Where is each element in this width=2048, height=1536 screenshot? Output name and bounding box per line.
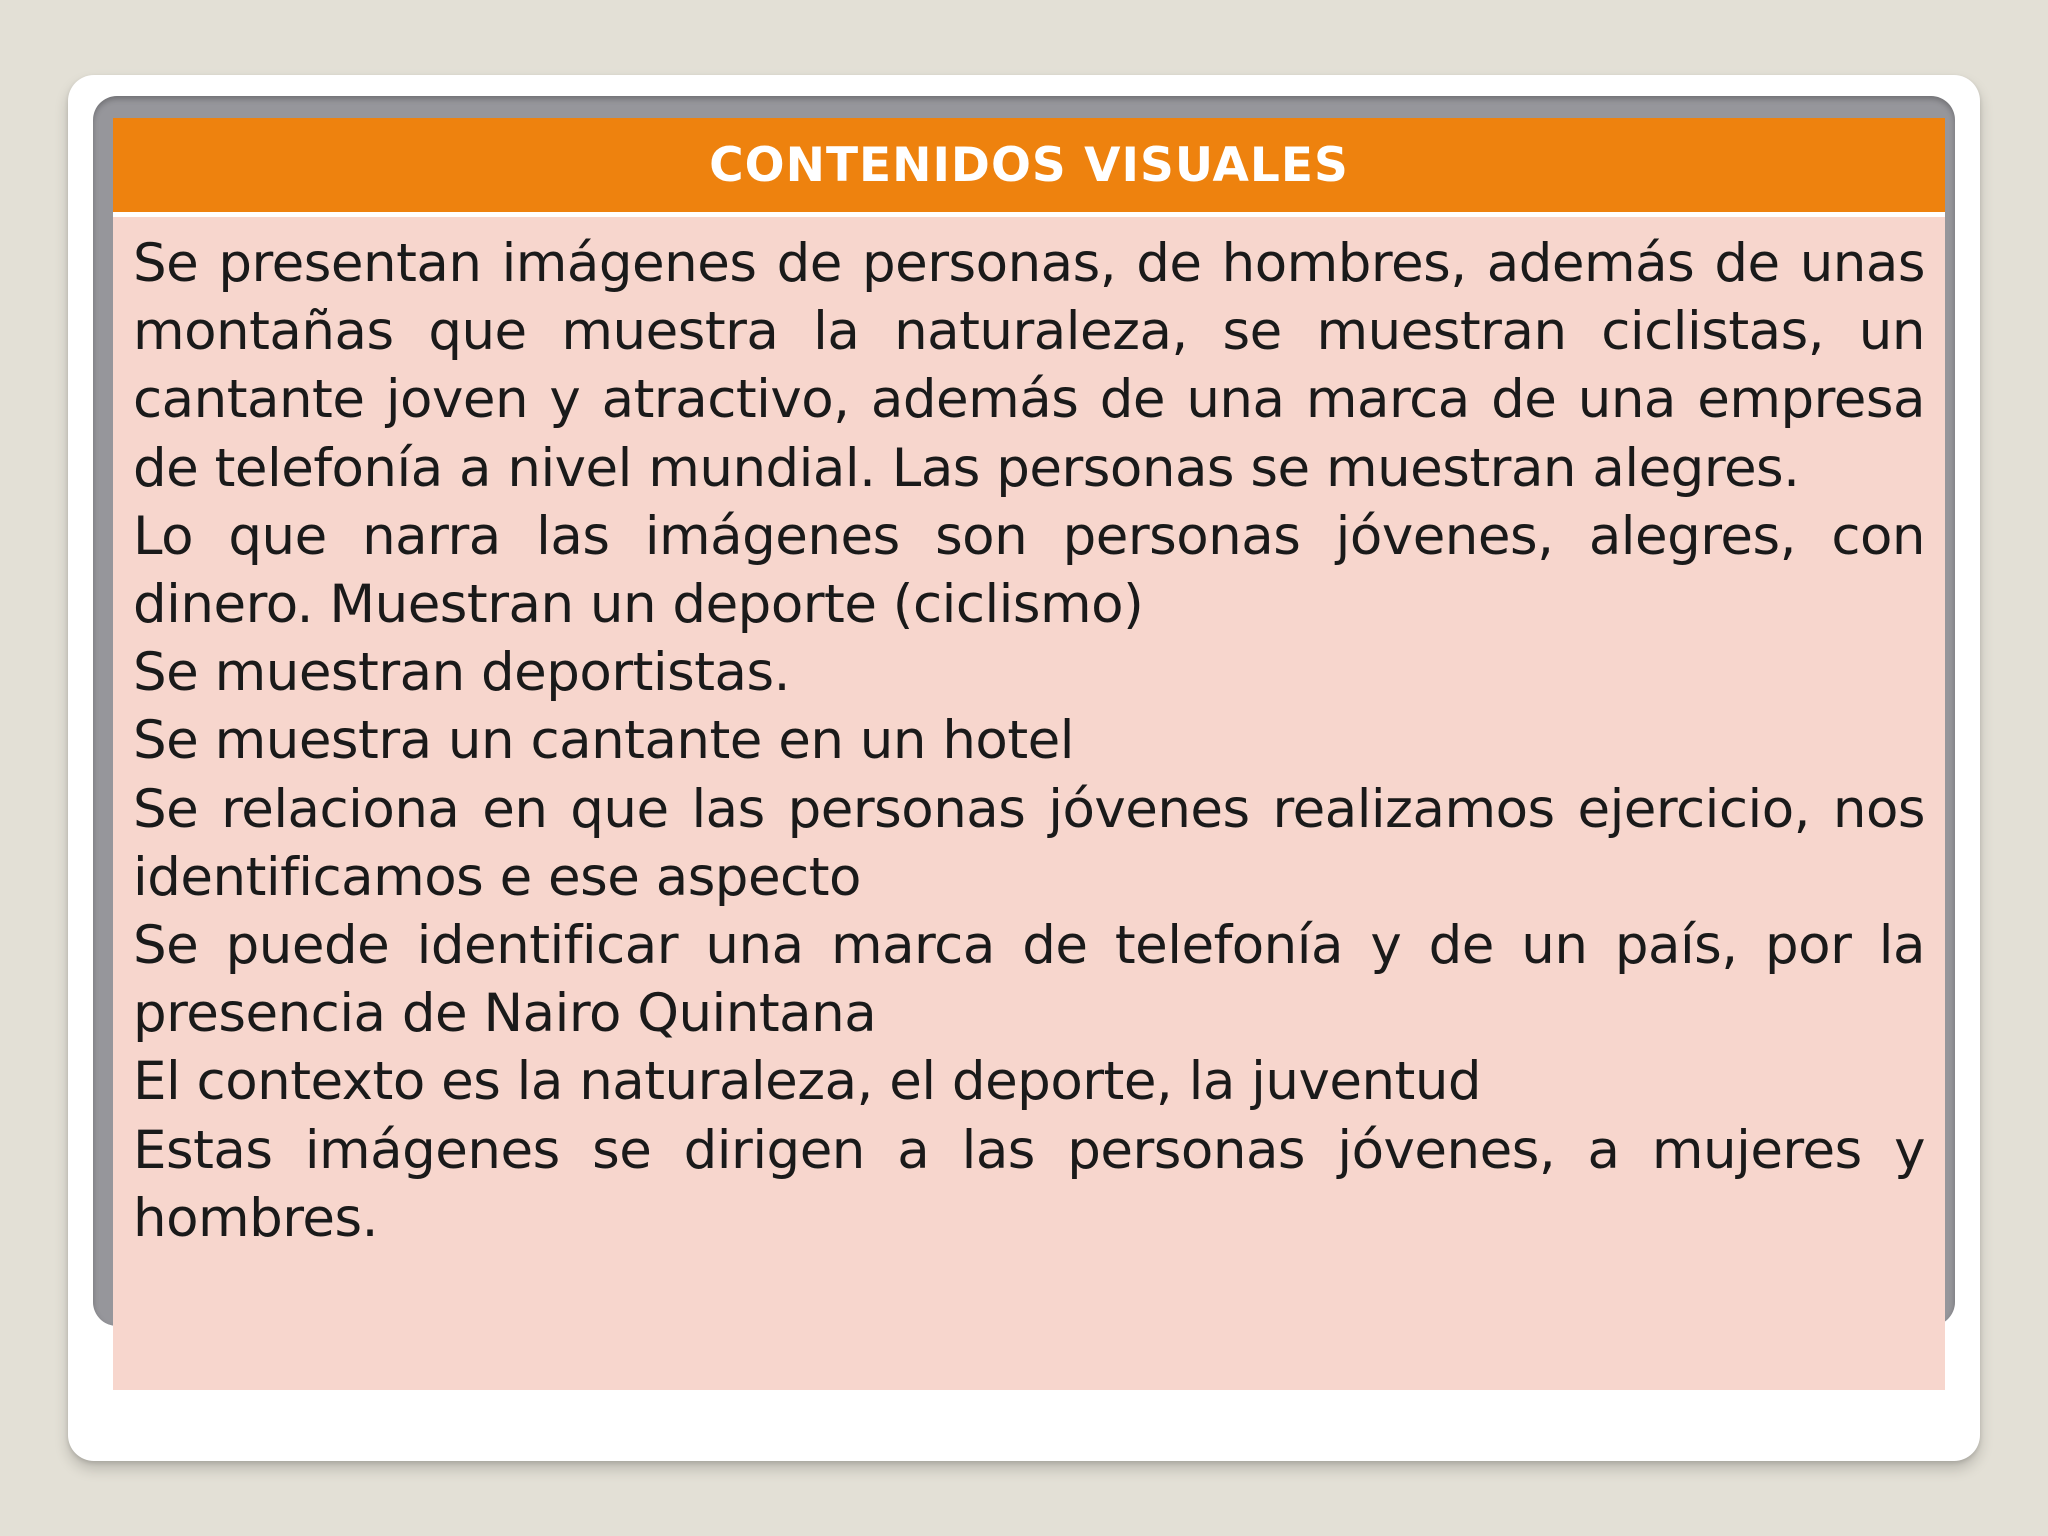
paragraph-2: Lo que narra las imágenes son personas jóvenes, alegres, con dinero. Muestran un deporte (ciclismo) [133,505,1925,636]
paragraph-3: Se muestran deportistas. [133,642,790,704]
paragraph-5: Se relaciona en que las personas jóvenes realizamos ejercicio, nos identificamos e ese aspecto [133,778,1925,908]
paragraph-8: Estas imágenes se dirigen a las personas jóvenes, a mujeres y hombres. [133,1119,1925,1249]
paragraph-1: Se presentan imágenes de personas, de hombres, además de unas montañas que muestra la naturaleza, se muestran ciclistas, un cantante joven y atractivo, además de una marca de una empresa de telefonía a nivel mundial. Las personas se muestran alegres. [133,233,1925,499]
paragraph-4: Se muestra un cantante en un hotel [133,710,1074,772]
table-header [113,118,1945,217]
header-title: CONTENIDOS VISUALES [709,137,1349,193]
paragraph-6: Se puede identificar una marca de telefonía y de un país, por la presencia de Nairo Quintana [133,915,1925,1045]
content-table [113,118,1945,1390]
paragraph-7: El contexto es la naturaleza, el deporte, la juventud [133,1051,1482,1113]
table-body [133,230,1925,1253]
